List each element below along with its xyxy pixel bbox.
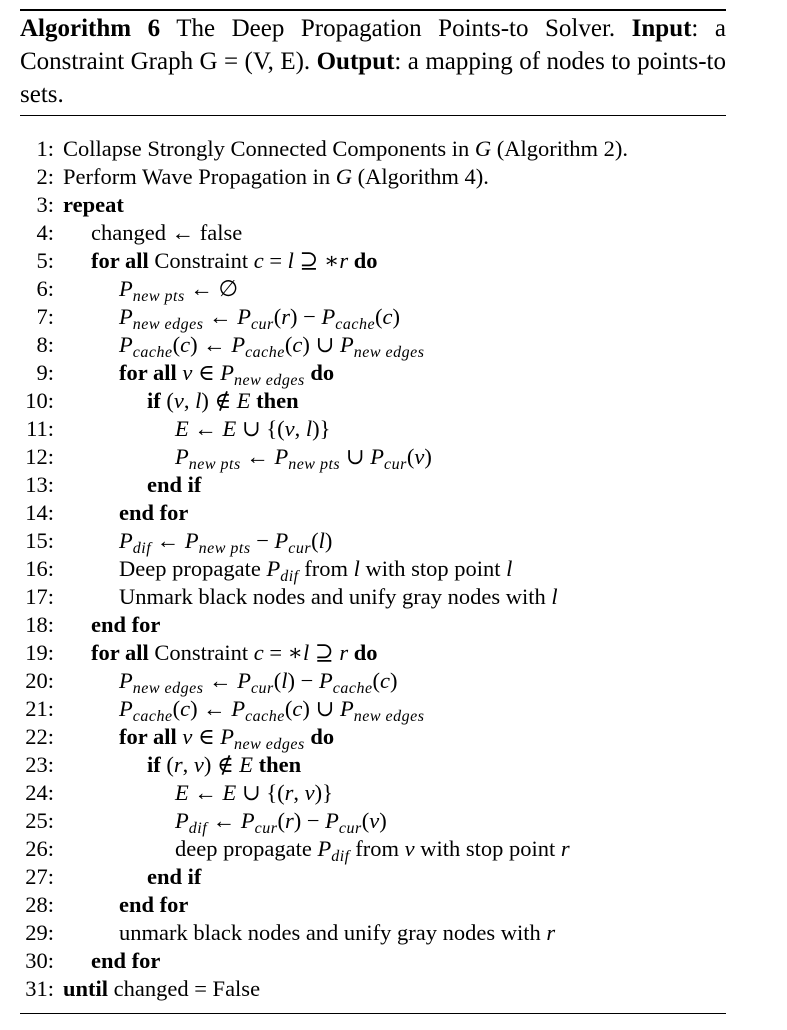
line-code: $P_{new pts}$ ← ∅ bbox=[119, 276, 239, 305]
line-number: 4: bbox=[36, 220, 54, 245]
bottom-rule bbox=[20, 1013, 726, 1014]
line-code: end for bbox=[119, 500, 189, 525]
line-code: Perform Wave Propagation in G (Algorithm 4). bbox=[63, 164, 489, 189]
input-text: : a Constraint Graph G = (V, E). bbox=[20, 15, 726, 75]
line-number: 31: bbox=[25, 976, 54, 1001]
line-number: 23: bbox=[25, 752, 54, 777]
algorithm-title: The Deep Propagation Points-to Solver. bbox=[160, 15, 632, 42]
line-code: end if bbox=[147, 864, 202, 889]
top-rule bbox=[20, 9, 726, 11]
algorithm-label: Algorithm 6 bbox=[20, 15, 161, 42]
line-number: 8: bbox=[36, 332, 54, 357]
output-text: : a mapping of nodes to points-to sets. bbox=[20, 48, 726, 108]
input-label: Input bbox=[631, 15, 692, 42]
line-code: Unmark black nodes and unify gray nodes with l bbox=[119, 584, 558, 609]
line-code: end if bbox=[147, 472, 202, 497]
output-label: Output bbox=[316, 48, 395, 75]
line-code: repeat bbox=[63, 192, 124, 217]
line-code: $P_{new pts}$ ← $P_{new pts}$ ∪ $P_{cur}(v)$ bbox=[175, 444, 432, 473]
line-number: 9: bbox=[36, 360, 54, 385]
line-number: 22: bbox=[25, 724, 54, 749]
line-number: 30: bbox=[25, 948, 54, 973]
algorithm-caption bbox=[20, 12, 726, 111]
line-number: 2: bbox=[36, 164, 54, 189]
line-code: $P_{dif}$ ← $P_{cur}(r) - P_{cur}(v)$ bbox=[175, 808, 387, 837]
line-number: 18: bbox=[25, 612, 54, 637]
line-number: 29: bbox=[25, 920, 54, 945]
line-code: Collapse Strongly Connected Components in G (Algorithm 2). bbox=[63, 136, 628, 161]
line-code: if (v, l) ∉ E then bbox=[147, 388, 299, 413]
line-code: end for bbox=[91, 612, 161, 637]
line-number: 26: bbox=[25, 836, 54, 861]
line-number: 25: bbox=[25, 808, 54, 833]
line-number: 24: bbox=[25, 780, 54, 805]
line-number: 10: bbox=[25, 388, 54, 413]
line-code: unmark black nodes and unify gray nodes with r bbox=[119, 920, 556, 945]
line-number: 7: bbox=[36, 304, 54, 329]
line-code: deep propagate $P_{dif}$ from v with stop point r bbox=[175, 836, 570, 865]
line-number: 16: bbox=[25, 556, 54, 581]
line-number: 15: bbox=[25, 528, 54, 553]
line-number: 13: bbox=[25, 472, 54, 497]
line-number: 27: bbox=[25, 864, 54, 889]
line-number: 28: bbox=[25, 892, 54, 917]
line-code: end for bbox=[91, 948, 161, 973]
line-code: E ← E ∪ {(v, l)} bbox=[175, 416, 331, 441]
line-number: 12: bbox=[25, 444, 54, 469]
line-code: Deep propagate $P_{dif}$ from l with stop point l bbox=[119, 556, 513, 585]
line-code: E ← E ∪ {(r, v)} bbox=[175, 780, 333, 805]
line-number: 5: bbox=[36, 248, 54, 273]
line-number: 21: bbox=[25, 696, 54, 721]
line-number: 6: bbox=[36, 276, 54, 301]
line-number: 19: bbox=[25, 640, 54, 665]
line-code: for all Constraint c = ∗l ⊇ r do bbox=[91, 640, 378, 665]
line-code: for all v ∈ $P_{new edges}$ do bbox=[119, 724, 335, 753]
line-number: 20: bbox=[25, 668, 54, 693]
line-code: $P_{cache}(c)$ ← $P_{cache}(c)$ ∪ $P_{new edges}$ bbox=[119, 696, 425, 725]
line-code: $P_{cache}(c)$ ← $P_{cache}(c)$ ∪ $P_{new edges}$ bbox=[119, 332, 425, 361]
line-code: for all Constraint c = l ⊇ ∗r do bbox=[91, 248, 378, 273]
line-number: 11: bbox=[26, 416, 54, 441]
line-code: if (r, v) ∉ E then bbox=[147, 752, 302, 777]
line-code: end for bbox=[119, 892, 189, 917]
line-code: $P_{new edges}$ ← $P_{cur}(r) - P_{cache}(c)$ bbox=[119, 304, 401, 333]
line-number: 17: bbox=[25, 584, 54, 609]
caption-rule bbox=[20, 115, 726, 116]
line-code: changed ← false bbox=[91, 220, 243, 245]
line-code: $P_{new edges}$ ← $P_{cur}(l) - P_{cache}(c)$ bbox=[119, 668, 398, 697]
line-number: 3: bbox=[36, 192, 54, 217]
line-number: 1: bbox=[36, 136, 54, 161]
line-code: for all v ∈ $P_{new edges}$ do bbox=[119, 360, 335, 389]
line-code: until changed = False bbox=[63, 976, 261, 1001]
line-number: 14: bbox=[25, 500, 54, 525]
line-code: $P_{dif}$ ← $P_{new pts} - P_{cur}(l)$ bbox=[119, 528, 333, 557]
